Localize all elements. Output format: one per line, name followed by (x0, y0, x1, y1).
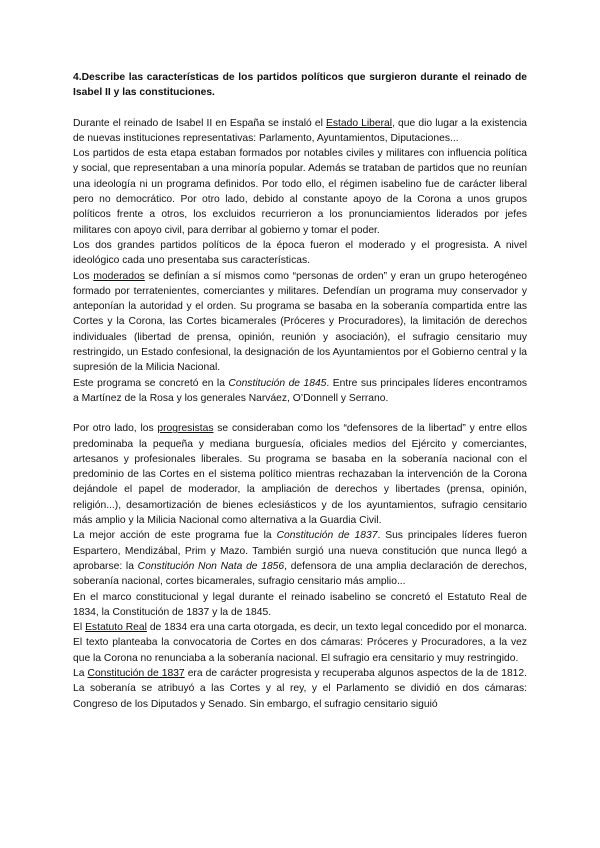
paragraph-estatuto-real (73, 620, 527, 666)
paragraph-partidos: Los partidos de esta etapa estaban formados por notables civiles y militares con influencia política y social, que representaban a una minoría popular. Además se trataban de partidos que no reunían una ideología ni un programa definidos. Por todo ello, el régimen isabelino fue de carácter liberal pero no democrático. Por otro lado, debido al constante apoyo de la Corona a unos grupos políticos frente a otros, los excluidos recurrieron a los pronunciamientos liderados por jefes militares con apoyo civil, para derribar al gobierno y tomar el poder. (73, 148, 527, 236)
paragraph-dos-partidos: Los dos grandes partidos políticos de la época fueron el moderado y el progresista. A nivel ideológico cada uno presentaba sus características. (73, 239, 527, 267)
text-span: de 1834 era una carta otorgada, es decir, un texto legal concedido por el monarca. El texto planteaba la convocatoria de Cortes en dos cámaras: Próceres y Procuradores, a la vez que la Corona no renunciaba a la soberanía nacional. El sufragio era censitario y muy restringido. (73, 622, 527, 664)
underlined-term-estado-liberal: Estado Liberal (325, 117, 393, 129)
italic-term-constitucion-1837: Constitución de 1837 (276, 530, 378, 542)
paragraph-estado-liberal (73, 116, 527, 147)
question-title: 4.Describe las características de los partidos políticos que surgieron durante el reinado de Isabel II y las constituciones. (73, 72, 527, 99)
text-span: . Sus principales líderes fueron Espartero, Mendizábal, Prim y Mazo. También surgió una nueva constitución que nunca llegó a aprobarse: la (73, 530, 528, 572)
italic-term-non-nata: Constitución Non Nata de 1856 (137, 560, 285, 572)
text-span: , defensora de una amplia declaración de derechos, soberanía nacional, cortes bicamerales, sufragio censitario más amplio... (73, 560, 528, 588)
text-span: El (73, 622, 86, 634)
paragraph-constitucion-1837-accion (73, 528, 527, 589)
text-span: , que dio lugar a la existencia de nuevas instituciones representativas: Parlamento, Ayuntamientos, Diputaciones... (73, 117, 527, 144)
paragraph-progresistas (73, 421, 527, 528)
text-span: Durante el reinado de Isabel II en España se instaló el (73, 117, 326, 129)
text-span: Este programa se concretó en la (73, 377, 229, 389)
text-span: La mejor acción de este programa fue la (73, 530, 277, 542)
document-body (73, 70, 527, 712)
underlined-term-moderados: moderados (93, 270, 145, 282)
paragraph-gap (73, 406, 527, 421)
underlined-term-estatuto-real: Estatuto Real (85, 622, 147, 634)
underlined-term-constitucion-1837: Constitución de 1837 (87, 667, 185, 679)
text-span: Los (73, 270, 94, 282)
underlined-term-progresistas: progresistas (157, 423, 214, 435)
paragraph-moderados (73, 269, 527, 376)
paragraph-constitucion-1845 (73, 376, 527, 407)
paragraph-constitucion-1837 (73, 666, 527, 712)
paragraph-marco-constitucional: En el marco constitucional y legal durante el reinado isabelino se concretó el Estatuto Real de 1834, la Constitución de 1837 y la de 1845. (73, 591, 527, 618)
text-span: La (73, 667, 88, 679)
text-span: . Entre sus principales líderes encontramos a Martínez de la Rosa y los generales Narváez, O’Donnell y Serrano. (73, 377, 527, 404)
text-span: se consideraban como los “defensores de la libertad” y entre ellos predominaba la pequeña y mediana burguesía, oficiales medios del Ejército y comerciantes, artesanos y profesionales liberales. Su programa se basaba en la soberanía nacional con el predominio de las Cortes en el sistema político mientras rechazaban la intervención de la Corona dejándole el papel de moderador, la ampliación de derechos y libertades (prensa, opinión, religión...), desamortización de bienes eclesiásticos y de los ayuntamientos, sufragio censitario más amplio y la Milicia Nacional como alternativa a la Guardia Civil. (73, 423, 528, 527)
text-span: se definían a sí mismos como “personas de orden” y eran un grupo heterogéneo formado por terratenientes, comerciantes y militares. Defendían un programa muy conservador y anteponían la autoridad y el orden. Su programa se basaba en la soberanía compartida entre las Cortes y la Corona, las Cortes bicamerales (Próceres y Procuradores), la limitación de derechos individuales (libertad de prensa, opinión, reunión y asociación), el sufragio censitario muy restringido, un Estado confesional, la designación de los Ayuntamientos por el Gobierno central y la supresión de la Milicia Nacional. (73, 270, 527, 374)
text-span: Por otro lado, los (73, 423, 158, 435)
italic-term-constitucion-1845: Constitución de 1845 (228, 377, 327, 389)
text-span: era de carácter progresista y recuperaba algunos aspectos de la de 1812. La soberanía se atribuyó a las Cortes y al rey, y el Parlamento se dividió en dos cámaras: Congreso de los Diputados y Senado. Sin embargo, el sufragio censitario siguió (73, 667, 527, 710)
